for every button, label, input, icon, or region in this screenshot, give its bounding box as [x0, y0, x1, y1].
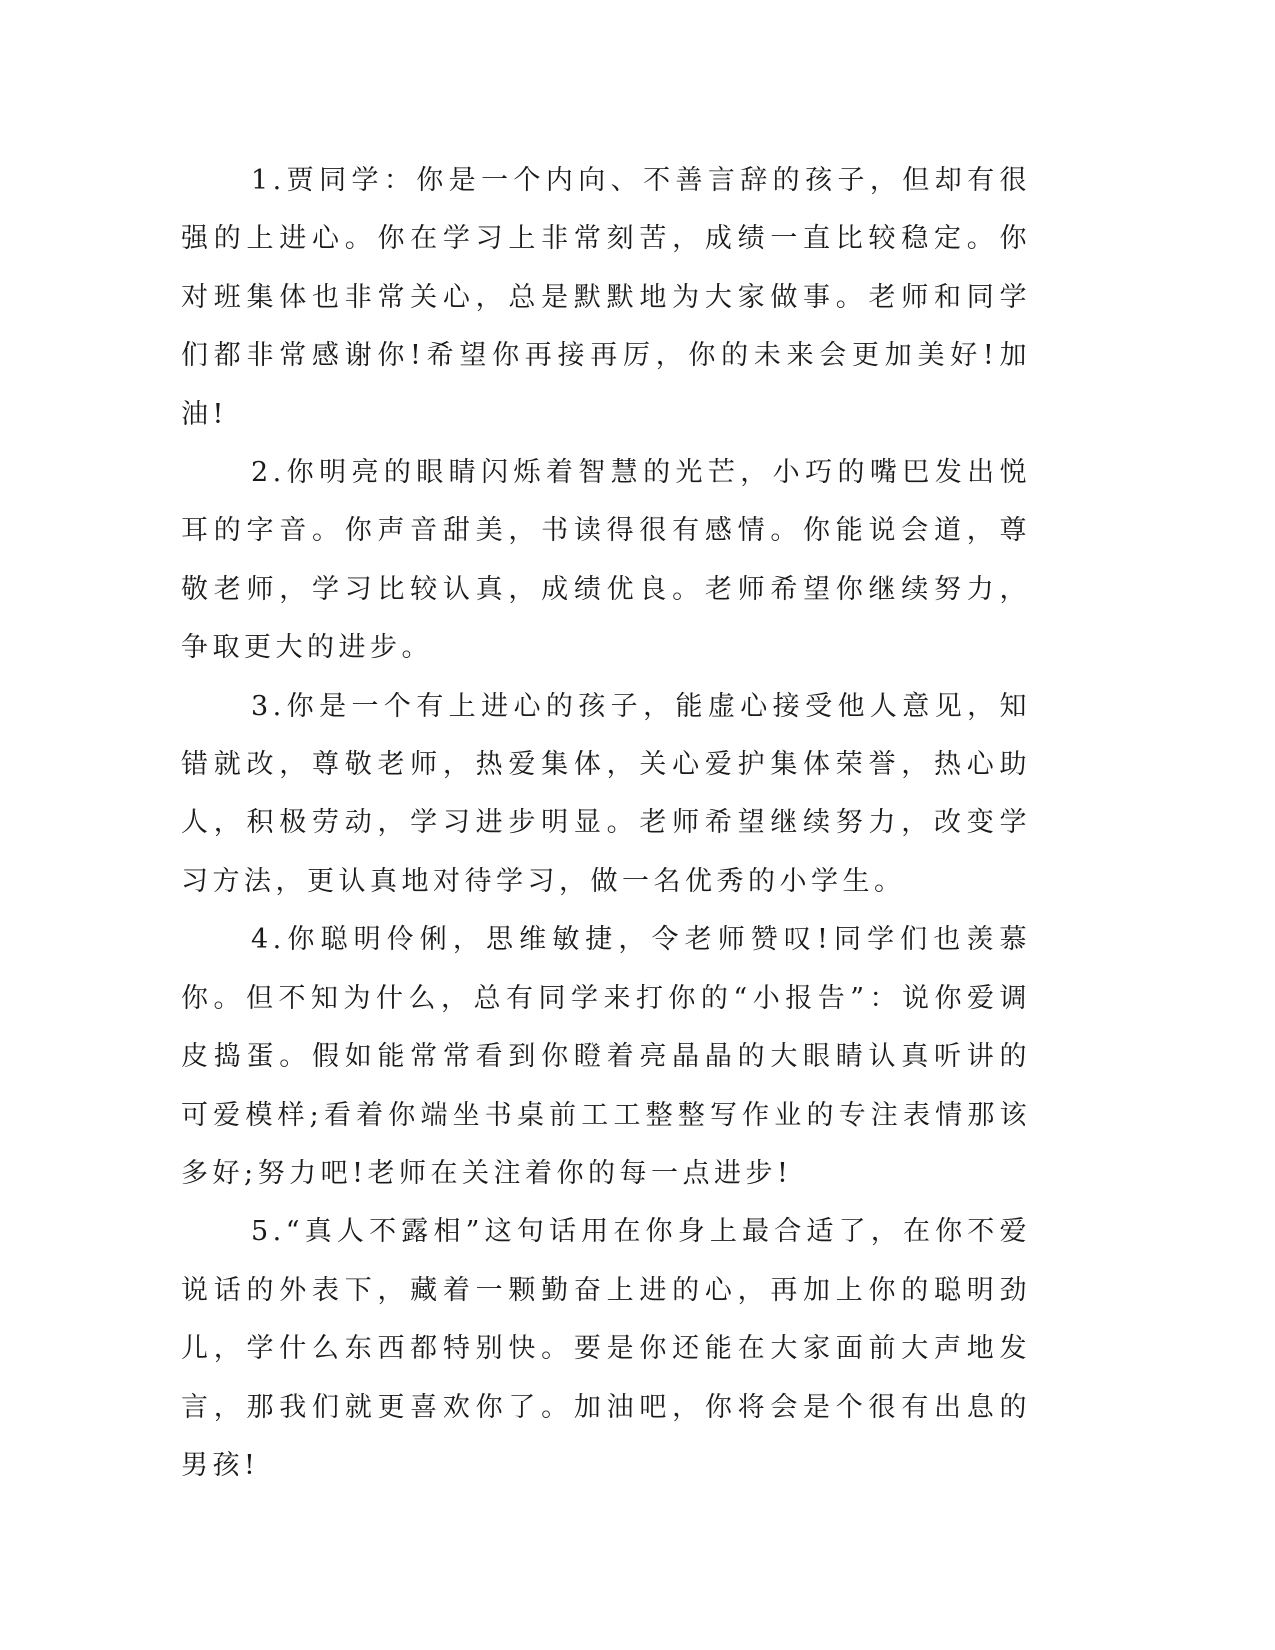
document-body: [181, 152, 1031, 1495]
comment-paragraph-3: 3.你是一个有上进心的孩子，能虚心接受他人意见，知错就改，尊敬老师，热爱集体，关心爱护集体荣誉，热心助人，积极劳动，学习进步明显。老师希望继续努力，改变学习方法，更认真地对待学习，做一名优秀的小学生。: [181, 690, 1031, 897]
comment-paragraph-5: 5.“真人不露相”这句话用在你身上最合适了，在你不爱说话的外表下，藏着一颗勤奋上进的心，再加上你的聪明劲儿，学什么东西都特别快。要是你还能在大家面前大声地发言，那我们就更喜欢你了。加油吧，你将会是个很有出息的男孩!: [181, 1216, 1031, 1481]
comment-paragraph-1: 1.贾同学：你是一个内向、不善言辞的孩子，但却有很强的上进心。你在学习上非常刻苦，成绩一直比较稳定。你对班集体也非常关心，总是默默地为大家做事。老师和同学们都非常感谢你!希望你再接再厉，你的未来会更加美好!加油!: [181, 165, 1031, 430]
comment-paragraph-2: 2.你明亮的眼睛闪烁着智慧的光芒，小巧的嘴巴发出悦耳的字音。你声音甜美，书读得很有感情。你能说会道，尊敬老师，学习比较认真，成绩优良。老师希望你继续努力，争取更大的进步。: [181, 457, 1031, 664]
comment-paragraph-4: 4.你聪明伶俐，思维敏捷，令老师赞叹!同学们也羡慕你。但不知为什么，总有同学来打你的“小报告”：说你爱调皮捣蛋。假如能常常看到你瞪着亮晶晶的大眼睛认真听讲的可爱模样;看着你端坐书桌前工工整整写作业的专注表情那该多好;努力吧!老师在关注着你的每一点进步!: [181, 924, 1031, 1189]
